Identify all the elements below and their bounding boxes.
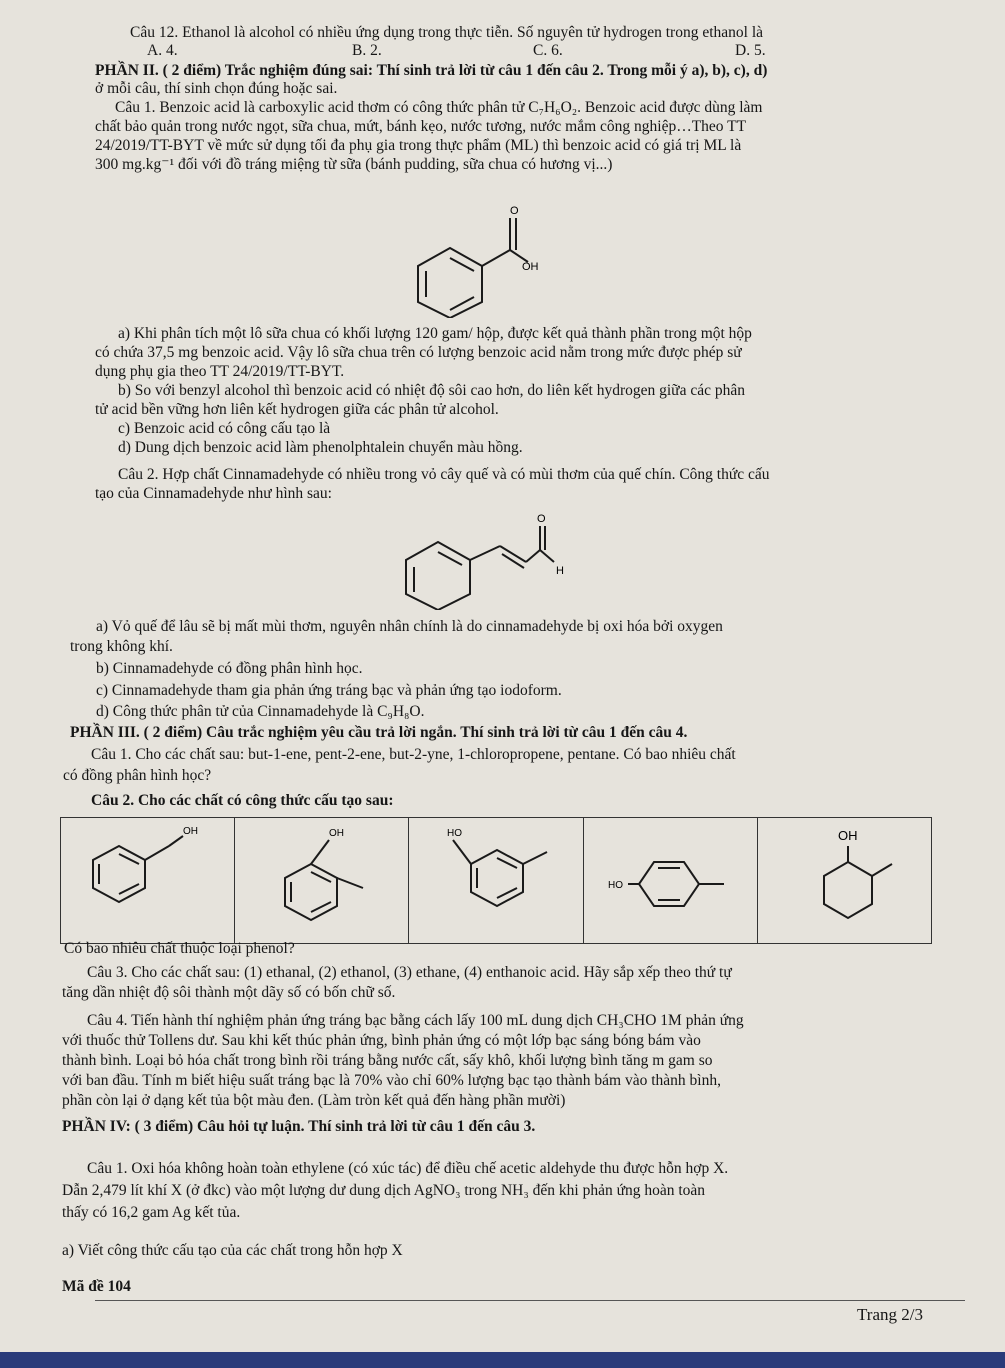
p2q1-line4: 300 mg.kg⁻¹ đối với đồ tráng miệng từ sữa (bánh pudding, sữa chua có hương vị...) [95,156,613,173]
footer-divider [95,1300,965,1301]
benzoic-acid-structure [410,198,540,318]
p2q2-a-line1: a) Vỏ quế để lâu sẽ bị mất mùi thơm, nguyên nhân chính là do cinnamadehyde bị oxi hóa bởi oxygen [96,618,723,635]
s1-oh: OH [183,826,198,837]
bottom-edge [0,1352,1005,1368]
structure-cell-1 [61,818,235,943]
p3q4-line4: với ban đầu. Tính m biết hiệu suất tráng bạc là 70% vào chỉ 60% lượng bạc tạo thành bám vào thành bình, [62,1072,721,1089]
benzyl-alcohol-structure [61,818,235,940]
q12-option-a: A. 4. [147,42,178,59]
cinnam-o-label: O [537,513,546,525]
q12-option-d: D. 5. [735,42,766,59]
p2q2-d: d) Công thức phân tử của Cinnamadehyde là C₉H₈O. [96,703,425,720]
p2q2-c: c) Cinnamadehyde tham gia phản ứng tráng bạc và phản ứng tạo iodoform. [96,682,562,699]
benzoic-oh-label: OH [522,261,539,273]
page-number: Trang 2/3 [857,1305,923,1324]
structure-cell-4 [584,818,758,943]
part2-heading: PHẦN II. ( 2 điểm) Trắc nghiệm đúng sai: Thí sinh trả lời từ câu 1 đến câu 2. Trong mỗi ý a), b), c), d) [95,62,768,79]
p4q1-a: a) Viết công thức cấu tạo của các chất trong hỗn hợp X [62,1242,403,1259]
structure-cell-2 [235,818,409,943]
structure-cell-5 [758,818,931,943]
p3q2-text: Câu 2. Cho các chất có công thức cấu tạo sau: [91,792,394,809]
p2q1-line1: Câu 1. Benzoic acid là carboxylic acid thơm có công thức phân tử C₇H₆O₂. Benzoic acid được dùng làm [115,99,763,116]
p4q1-line3: thấy có 16,2 gam Ag kết tủa. [62,1204,241,1221]
s2-oh: OH [329,828,345,839]
methylcyclohexanol-structure [758,818,932,940]
p2q1-b-line2: tử acid bền vững hơn liên kết hydrogen giữa các phân tử alcohol. [95,401,499,418]
p2q1-d: d) Dung dịch benzoic acid làm phenolphtalein chuyển màu hồng. [118,439,523,456]
p3q4-line2: với thuốc thử Tollens dư. Sau khi kết thúc phản ứng, bình phản ứng có một lớp bạc sáng bóng bám vào [62,1032,701,1049]
s5-oh: OH [837,828,858,843]
p2q2-a-line2: trong không khí. [70,638,173,655]
exam-code: Mã đề 104 [62,1278,131,1295]
s4-ho: HO [607,880,623,891]
cinnamaldehyde-structure [398,510,578,610]
p4q1-line1: Câu 1. Oxi hóa không hoàn toàn ethylene (có xúc tác) để điều chế acetic aldehyde thu được hỗn hợp X. [87,1160,729,1177]
p2q1-line3: 24/2019/TT-BYT về mức sử dụng tối đa phụ gia trong thực phẩm (ML) thì benzoic acid có giá trị ML là [95,137,742,154]
p3q4-line5: phần còn lại ở dạng kết tủa bột màu đen. (Làm tròn kết quả đến hàng phần mười) [62,1092,566,1109]
p2q1-b-line1: b) So với benzyl alcohol thì benzoic acid có nhiệt độ sôi cao hơn, do liên kết hydrogen giữa các phân [118,382,745,399]
part2-instruction: ở mỗi câu, thí sinh chọn đúng hoặc sai. [95,80,338,97]
m-cresol-structure [409,818,583,940]
p4q1-line2: Dẫn 2,479 lít khí X (ở đkc) vào một lượng dư dung dịch AgNO₃ trong NH₃ đến khi phản ứng hoàn toàn [62,1182,706,1199]
p3q3-line2: tăng dần nhiệt độ sôi thành một dãy số có bốn chữ số. [62,984,396,1001]
q12-text: Câu 12. Ethanol là alcohol có nhiều ứng dụng trong thực tiễn. Số nguyên tử hydrogen trong ethanol là [130,24,764,41]
part4-heading: PHẦN IV: ( 3 điểm) Câu hỏi tự luận. Thí sinh trả lời từ câu 1 đến câu 3. [62,1118,536,1135]
p3q1-line2: có đồng phân hình học? [63,767,212,784]
p3q1-line1: Câu 1. Cho các chất sau: but-1-ene, pent-2-ene, but-2-yne, 1-chloropropene, pentane. Có bao nhiêu chất [91,746,736,763]
p2q2-line1: Câu 2. Hợp chất Cinnamadehyde có nhiều trong vỏ cây quế và có mùi thơm của quế chín. Công thức cấu [118,466,770,483]
p2q1-a-line3: dụng phụ gia theo TT 24/2019/TT-BYT. [95,363,345,380]
o-cresol-structure [235,818,409,940]
p3q2-question: Có bao nhiêu chất thuộc loại phenol? [64,940,295,957]
cinnam-h-label: H [556,565,564,577]
q12-option-c: C. 6. [533,42,563,59]
benzoic-o-label: O [510,205,519,217]
p2q1-a-line2: có chứa 37,5 mg benzoic acid. Vậy lô sữa chua trên có lượng benzoic acid nằm trong mức được phép sử [95,344,742,361]
part3-heading: PHẦN III. ( 2 điểm) Câu trắc nghiệm yêu cầu trả lời ngắn. Thí sinh trả lời từ câu 1 đến câu 4. [70,724,688,741]
p2q2-line2: tạo của Cinnamadehyde như hình sau: [95,485,332,502]
structures-table [60,817,932,944]
q12-option-b: B. 2. [352,42,382,59]
p2q1-a-line1: a) Khi phân tích một lô sữa chua có khối lượng 120 gam/ hộp, được kết quả thành phần trong một hộp [118,325,752,342]
p2q1-line2: chất bảo quản trong nước ngọt, sữa chua, mứt, bánh kẹo, nước tương, nước mắm công nghiệp…Theo TT [95,118,747,135]
structure-cell-3 [409,818,583,943]
p-cresol-structure [584,818,758,940]
p3q4-line1: Câu 4. Tiến hành thí nghiệm phản ứng tráng bạc bằng cách lấy 100 mL dung dịch CH₃CHO 1M phản ứng [87,1012,744,1029]
p2q2-b: b) Cinnamadehyde có đồng phân hình học. [96,660,363,677]
p3q4-line3: thành bình. Loại bỏ hóa chất trong bình rồi tráng bằng nước cất, sấy khô, khối lượng bình tăng m gam so [62,1052,713,1069]
s3-ho: HO [447,828,463,839]
p2q1-c: c) Benzoic acid có công cấu tạo là [118,420,331,437]
p3q3-line1: Câu 3. Cho các chất sau: (1) ethanal, (2) ethanol, (3) ethane, (4) enthanoic acid. Hãy sắp xếp theo thứ tự [87,964,732,981]
